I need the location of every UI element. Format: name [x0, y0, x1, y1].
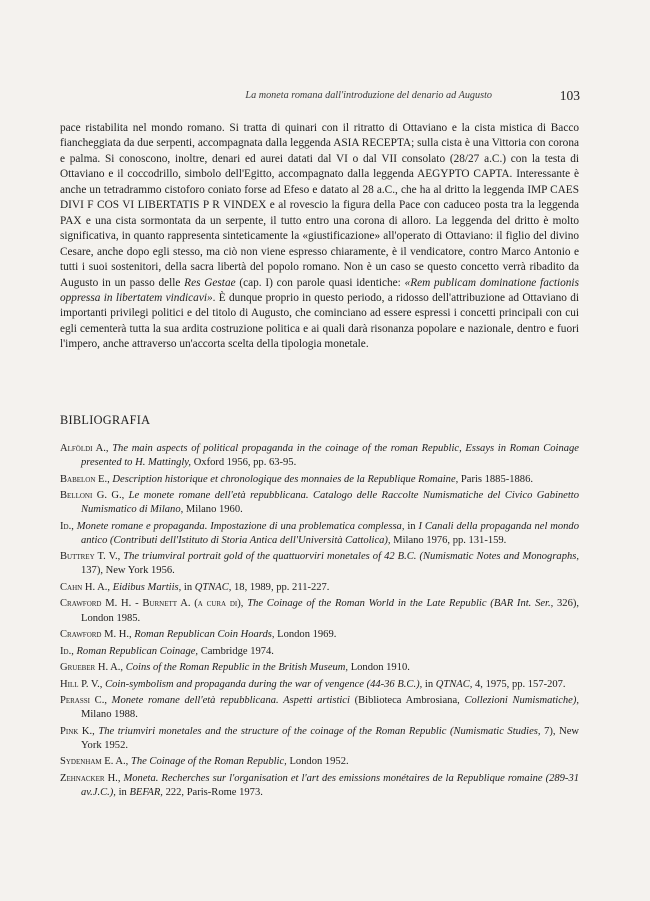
bibliography-entry	[60, 442, 579, 470]
bibliography-entry	[60, 772, 579, 800]
bib-author: Id.,	[60, 520, 74, 532]
bib-details: Oxford 1956, pp. 63-95.	[193, 457, 297, 469]
bibliography-entry	[60, 694, 579, 722]
bib-author: Perassi C.,	[60, 695, 107, 707]
bibliography-entry	[60, 725, 579, 753]
bib-title: Description historique et chronologique des monnaies de la Republique Romaine,	[112, 473, 459, 485]
bib-title: The Coinage of the Roman World in the Late Republic (BAR Int. Ser.,	[247, 598, 554, 610]
bib-details-secondary: 4, 1975, pp. 157-207.	[475, 678, 566, 690]
paragraph-text	[60, 121, 579, 353]
bib-author: Belloni G. G.,	[60, 490, 125, 502]
bibliography-entry	[60, 473, 579, 487]
bib-details: London 1910.	[350, 662, 410, 674]
bib-author: Alföldi A.,	[60, 443, 109, 454]
bib-author: Sydenham E. A.,	[60, 756, 129, 768]
bib-title: Roman Republican Coinage,	[76, 645, 199, 657]
bib-title-secondary: QTNAC,	[435, 678, 473, 690]
bib-title: Eidibus Martiis,	[112, 581, 182, 593]
bib-author: Cahn H. A.,	[60, 581, 111, 593]
bib-title-secondary: I Canali della propaganda nel mondo antico (Contributi dell'Istituto di Storia Antica dell'Università Cattolica),	[81, 520, 579, 546]
bibliography-entry	[60, 645, 579, 659]
bib-title: Coin-symbolism and propaganda during the war of vengence (44-36 B.C.),	[105, 678, 423, 690]
bib-details: (Biblioteca Ambrosiana,	[354, 695, 460, 707]
bib-details-secondary: Milano 1976, pp. 131-159.	[393, 534, 507, 546]
bib-title: Moneta. Recherches sur l'organisation et l'art des emissions monétaires de la Republique romaine (289-31 av.J.C.),	[81, 772, 579, 799]
bibliography-list	[60, 442, 579, 803]
bib-author: Zehnacker H.,	[60, 772, 121, 784]
page-number: 103	[559, 88, 580, 103]
bib-author: Buttrey T. V.,	[60, 551, 121, 563]
bib-title-secondary: BEFAR,	[129, 787, 163, 799]
res-gestae-title: Res Gestae	[184, 276, 236, 289]
bib-title-secondary: Collezioni Numismatiche),	[464, 695, 579, 707]
bib-details: 137), New York 1956.	[81, 565, 175, 577]
bib-title: Roman Republican Coin Hoards,	[134, 629, 275, 641]
bib-details: London 1969.	[277, 629, 337, 641]
bib-title: Le monete romane dell'età repubblicana. Catalogo delle Raccolte Numismatiche del Civico Gabinetto Numismatico di Milano,	[81, 490, 579, 516]
bib-details: 326), London 1985.	[81, 598, 580, 624]
bib-author: Crawford M. H.,	[60, 629, 132, 641]
bibliography-entry	[60, 581, 579, 595]
bib-title: The Coinage of the Roman Republic,	[130, 756, 287, 768]
bib-author: Pink K.,	[60, 725, 95, 737]
bib-title: The triumviral portrait gold of the quattuorviri monetales of 42 B.C. (Numismatic Notes and Monographs,	[123, 551, 579, 563]
bib-details: in	[118, 787, 127, 799]
bib-details-secondary: Milano 1988.	[81, 709, 138, 721]
bib-details: in	[407, 520, 416, 532]
bib-details: London 1952.	[289, 756, 349, 768]
bib-title: The main aspects of political propaganda in the coinage of the roman Republic, Essays in Roman Coinage presented to H. Mattingly,	[81, 443, 579, 469]
bib-author: Id.,	[60, 645, 74, 657]
bibliography-entry	[60, 597, 579, 625]
bibliography-entry	[60, 489, 579, 517]
paragraph-main: pace ristabilita nel mondo romano. Si tratta di quinari con il ritratto di Ottaviano e la cista mistica di Bacco fiancheggiata da due serpenti, accompagnata dalla leggenda ASIA RECEPTA; sulla cista è una Vittoria con corona e palma. Si conoscono, inoltre, denari ed aurei datati dal VI o dal VII consolato (28/27 a.C.) con la testa di Ottaviano e il coccodrillo, simbolo dell'Egitto, accompagnato dalla leggenda AEGYPTO CAPTA. Interessante è anche un tetradrammo cistoforo coniato forse ad Efeso e datato al 28 a.C., che ha al dritto la leggenda IMP CAES DIVI F COS VI LIBERTATIS P R VINDEX e al rovescio la figura della Pace con caduceo posta tra la leggenda PAX e una cista sormontata da un serpente, il tutto entro una corona di alloro. La leggenda del dritto è molto significativa, in quanto rappresenta sinteticamente la «giustificazione» all'operato di Ottaviano: il figlio del divino Cesare, anche dopo egli stesso, ma ciò non viene espresso chiaramente, è il vendicatore, contro Marco Antonio e tutti i suoi sostenitori, della sacra libertà del popolo romano. Non è un caso se questo concetto verrà ribadito da Augusto in un passo delle	[60, 122, 579, 289]
paragraph-closing: . È dunque proprio in questo periodo, a ridosso dell'attribuzione ad Ottaviano di importanti privilegi politici e del titolo di Augusto, che cominciano ad essere espressi i concetti principali con cui egli cementerà tutta la sua ardita costruzione politica e ai quali darà risonanza popolare e nazionale, dentro e fuori l'impero, anche attraverso un'accorta scelta della tipologia monetale.	[60, 291, 579, 351]
bibliography-entry	[60, 661, 579, 675]
running-header	[60, 90, 580, 106]
bib-details: Milano 1960.	[185, 504, 243, 516]
bib-details: in	[183, 581, 193, 593]
paragraph-cont: (cap. I) con parole quasi identiche:	[239, 276, 401, 289]
bib-author: Grueber H. A.,	[60, 662, 124, 674]
bibliography-entry	[60, 550, 579, 578]
bibliography-entry	[60, 678, 579, 692]
bib-author: Crawford M. H. - Burnett A. (a cura di),	[60, 598, 244, 610]
bib-title: Monete romane dell'età repubblicana. Aspetti artistici	[111, 695, 350, 707]
bib-title: Coins of the Roman Republic in the British Museum,	[125, 662, 349, 674]
body-paragraph	[60, 121, 579, 353]
latin-quote: «Rem publicam dominatione factionis oppressa in libertatem vindicavi»	[60, 276, 579, 304]
bib-author: Babelon E.,	[60, 473, 110, 485]
bib-title: The triumviri monetales and the structure of the coinage of the Roman Republic (Numismatic Studies,	[98, 725, 541, 737]
bib-details-secondary: 222, Paris-Rome 1973.	[165, 787, 263, 799]
bib-title-secondary: QTNAC,	[194, 581, 232, 593]
bibliography-entry	[60, 755, 579, 769]
bibliography-heading: BIBLIOGRAFIA	[60, 413, 151, 427]
bib-details: in	[424, 678, 434, 690]
bib-details: 7), New York 1952.	[81, 725, 579, 751]
bib-author: Hill P. V.,	[60, 678, 103, 690]
bib-details: Paris 1885-1886.	[460, 473, 533, 485]
bib-title: Monete romane e propaganda. Impostazione di una problematica complessa,	[76, 520, 405, 532]
bibliography-entry	[60, 520, 579, 548]
bibliography-entry	[60, 628, 579, 642]
bib-details-secondary: 18, 1989, pp. 211-227.	[234, 581, 330, 593]
running-title: La moneta romana dall'introduzione del denario ad Augusto	[245, 90, 492, 101]
bib-details: Cambridge 1974.	[200, 645, 274, 657]
